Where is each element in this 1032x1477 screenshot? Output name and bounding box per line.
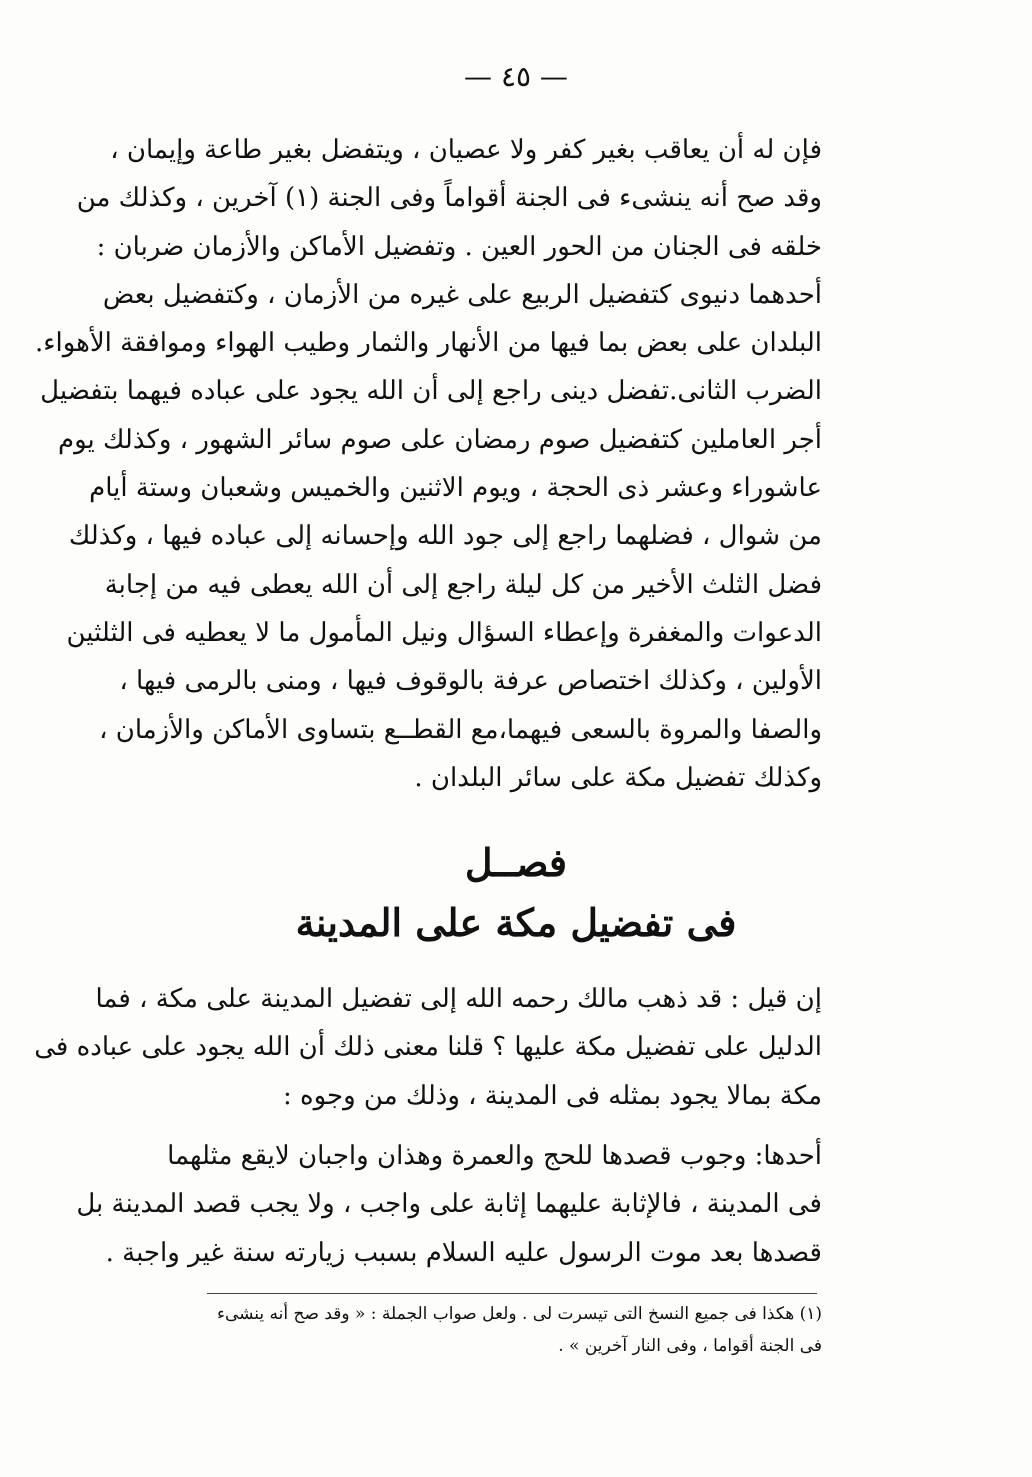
text-line: والصفا والمروة بالسعى فيهما،مع القطــع بتساوى الأماكن والأزمان ،: [99, 714, 822, 745]
text-line: الأولين ، وكذلك اختصاص عرفة بالوقوف فيها ، ومنى بالرمى فيها ،: [119, 666, 822, 697]
text-line: فإن له أن يعاقب بغير كفر ولا عصيان ، ويتفضل بغير طاعة وإيمان ،: [110, 135, 822, 165]
section-heading: فصــل: [464, 840, 568, 885]
footnote: [202, 1298, 822, 1362]
text-line: الدعوات والمغفرة وإعطاء السؤال ونيل المأمول ما لا يعطيه فى الثلثين: [66, 617, 822, 648]
text-line: فضل الثلث الأخير من كل ليلة راجع إلى أن الله يعطى فيه من إجابة: [104, 569, 822, 600]
text-line: من شوال ، فضلهما راجع إلى جود الله وإحسانه إلى عباده فيها ، وكذلك: [68, 521, 822, 552]
text-line: الضرب الثانى.تفضل دينى راجع إلى أن الله يجود على عباده فيهما بتفضيل: [40, 376, 822, 407]
footnote-line: (١) هكذا فى جميع النسخ التى تيسرت لى . ولعل صواب الجملة : « وقد صح أنه ينشىء: [216, 1304, 822, 1324]
text-line: وكذلك تفضيل مكة على سائر البلدان .: [414, 762, 822, 793]
text-line: الدليل على تفضيل مكة عليها ؟ قلنا معنى ذلك أن الله يجود على عباده فى: [34, 1032, 822, 1063]
footnote-divider: [207, 1293, 817, 1294]
text-line: قصدها بعد موت الرسول عليه السلام بسبب زيارته سنة غير واجبة .: [105, 1237, 822, 1268]
text-line: خلقه فى الجنان من الحور العين . وتفضيل الأماكن والأزمان ضربان :: [96, 231, 822, 262]
text-line: فى المدينة ، فالإثابة عليهما إثابة على واجب ، ولا يجب قصد المدينة بل: [76, 1189, 822, 1220]
page-number: — ٤٥ —: [464, 60, 568, 93]
text-line: عاشوراء وعشر ذى الحجة ، ويوم الاثنين والخميس وشعبان وستة أيام: [89, 473, 822, 504]
text-line: البلدان على بعض بما فيها من الأنهار والثمار وطيب الهواء وموافقة الأهواء.: [35, 328, 822, 359]
paragraph-3: [76, 1132, 822, 1277]
text-line: مكة بمالا يجود بمثله فى المدينة ، وذلك من وجوه :: [282, 1080, 822, 1111]
text-line: إن قيل : قد ذهب مالك رحمه الله إلى تفضيل المدينة على مكة ، فما: [95, 984, 822, 1014]
text-line: أجر العاملين كتفضيل صوم رمضان على صوم سائر الشهور ، وكذلك يوم: [57, 424, 822, 455]
text-line: أحدها: وجوب قصدها للحج والعمرة وهذان واجبان لايقع مثلهما: [167, 1141, 822, 1171]
paragraph-2: [34, 975, 822, 1120]
footnote-line: فى الجنة أقواما ، وفى النار آخرين » .: [558, 1336, 822, 1356]
text-line: وقد صح أنه ينشىء فى الجنة أقواماً وفى الجنة (١) آخرين ، وكذلك من: [76, 183, 822, 214]
section-title: فى تفضيل مكة على المدينة: [295, 900, 737, 945]
paragraph-1: [35, 126, 822, 802]
text-line: أحدهما دنيوى كتفضيل الربيع على غيره من الأزمان ، وكتفضيل بعض: [102, 279, 822, 310]
